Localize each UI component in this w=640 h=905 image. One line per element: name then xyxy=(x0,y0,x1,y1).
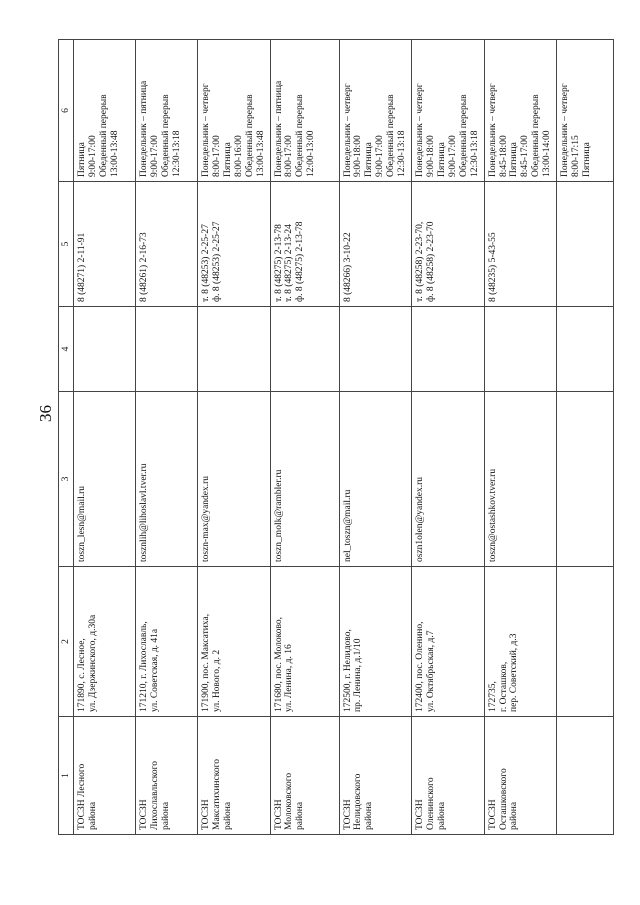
hours-cell xyxy=(74,40,136,182)
header-row xyxy=(59,40,74,835)
address-cell xyxy=(484,567,557,717)
cell-line: 172400, пос. Оленино, xyxy=(415,621,426,712)
cell-line: ф. 8 (48275) 2-13-78 xyxy=(295,221,306,302)
email-cell xyxy=(74,392,136,567)
header-cell-4: 4 xyxy=(59,307,74,392)
header-cell-6: 6 xyxy=(59,40,74,182)
table-body xyxy=(74,40,614,835)
cell-line: ТОСЗН xyxy=(415,799,426,830)
phone-cell xyxy=(136,182,198,307)
cell-line: 171900, пос. Максатиха, xyxy=(201,613,211,712)
cell-line: 8:45-17:00 xyxy=(520,135,531,177)
office-name-cell xyxy=(270,717,339,835)
hours-cell xyxy=(136,40,198,182)
cell-line: tosznlih@lihoslavl.tver.ru xyxy=(139,463,149,562)
cell-line: ф. 8 (48253) 2-25-27 xyxy=(211,221,222,302)
cell-line: Обеденный перерыв xyxy=(295,94,306,177)
email-cell xyxy=(198,392,271,567)
cell-line: ТОСЗН xyxy=(487,799,498,830)
cell-line: района xyxy=(160,801,171,830)
table-row xyxy=(198,40,271,835)
cell-line: ул. Октябрьская, д.7 xyxy=(425,630,436,712)
cell-line: ТОСЗН Лесного xyxy=(77,763,87,830)
cell-line: Пятница xyxy=(581,142,592,177)
cell-line: Максатихинского xyxy=(211,758,222,830)
cell-line: 8:00-16:00 xyxy=(233,135,244,177)
blank-cell xyxy=(270,307,339,392)
cell-line: т. 8 (48258) 2-23-70, xyxy=(415,221,426,302)
cell-line: toszn_molk@rambler.ru xyxy=(273,469,284,562)
cell-line: г. Осташков, xyxy=(498,661,509,712)
address-cell xyxy=(412,567,485,717)
cell-line: 172735, xyxy=(487,681,498,712)
cell-line: Осташковского xyxy=(498,768,509,830)
cell-line: Пятница xyxy=(436,142,447,177)
address-cell xyxy=(339,567,412,717)
cell-line: т. 8 (48253) 2-25-27 xyxy=(201,224,211,302)
blank-cell xyxy=(198,307,271,392)
cell-line: Нелидовского xyxy=(353,773,364,830)
blank-cell xyxy=(412,307,485,392)
cell-line: 9:00-17:00 xyxy=(149,135,160,177)
table-row xyxy=(484,40,557,835)
offices-table xyxy=(58,39,614,835)
cell-line: 171210, г. Лихославль, xyxy=(139,621,149,712)
hours-cell xyxy=(412,40,485,182)
cell-line: пр. Ленина, д.1/10 xyxy=(353,638,364,712)
hours-cell xyxy=(339,40,412,182)
address-cell xyxy=(557,567,614,717)
office-name-cell xyxy=(136,717,198,835)
table-row xyxy=(136,40,198,835)
cell-line: 13:00-13:48 xyxy=(255,130,266,177)
phone-cell xyxy=(74,182,136,307)
office-name-cell xyxy=(484,717,557,835)
cell-line: Обеденный перерыв xyxy=(244,94,255,177)
email-cell xyxy=(412,392,485,567)
cell-line: района xyxy=(364,801,375,830)
header-cell-3: 3 xyxy=(59,392,74,567)
office-name-cell xyxy=(557,717,614,835)
email-cell xyxy=(557,392,614,567)
cell-line: Понедельник – четверг xyxy=(487,83,498,177)
cell-line: Пятница xyxy=(509,142,520,177)
cell-line: района xyxy=(436,801,447,830)
rotated-table-frame xyxy=(58,40,612,835)
cell-line: т. 8 (48275) 2-13-78 xyxy=(273,224,284,302)
header-cell-5: 5 xyxy=(59,182,74,307)
cell-line: 172500, г. Нелидово, xyxy=(342,629,353,712)
email-cell xyxy=(339,392,412,567)
office-name-cell xyxy=(74,717,136,835)
table-row xyxy=(270,40,339,835)
cell-line: Оленинского xyxy=(425,777,436,830)
cell-line: 8:00-17:00 xyxy=(284,135,295,177)
cell-line: 171890, с. Лесное, xyxy=(77,638,87,712)
cell-line: Понедельник – четверг xyxy=(560,83,571,177)
page-number: 36 xyxy=(36,405,55,422)
cell-line: 8 (48235) 5-43-55 xyxy=(487,232,498,302)
blank-cell xyxy=(557,307,614,392)
cell-line: ф. 8 (48258) 2-23-70 xyxy=(425,221,436,302)
phone-cell xyxy=(484,182,557,307)
cell-line: Понедельник – пятница xyxy=(139,80,149,177)
cell-line: toszn@ostashkov.tver.ru xyxy=(487,468,498,562)
address-cell xyxy=(198,567,271,717)
cell-line: пер. Советский, д.3 xyxy=(509,633,520,712)
cell-line: района xyxy=(222,801,233,830)
cell-line: 8 (48266) 3-10-22 xyxy=(342,232,353,302)
cell-line: района xyxy=(509,801,520,830)
cell-line: ул. Ленина, д. 16 xyxy=(284,644,295,712)
hours-cell xyxy=(484,40,557,182)
hours-cell xyxy=(270,40,339,182)
cell-line: Лихославльского xyxy=(149,760,160,830)
cell-line: 9:00-17:00 xyxy=(447,135,458,177)
office-name-cell xyxy=(412,717,485,835)
blank-cell xyxy=(136,307,198,392)
cell-line: района xyxy=(87,801,98,830)
office-name-cell xyxy=(198,717,271,835)
cell-line: ТОСЗН xyxy=(139,799,149,830)
cell-line: Пятница xyxy=(77,142,87,177)
hours-cell xyxy=(557,40,614,182)
cell-line: ТОСЗН xyxy=(201,799,211,830)
cell-line: Обеденный перерыв xyxy=(98,94,109,177)
email-cell xyxy=(136,392,198,567)
cell-line: Молоковского xyxy=(284,772,295,830)
cell-line: 12:00-13:00 xyxy=(306,130,317,177)
cell-line: Пятница xyxy=(364,142,375,177)
cell-line: Обеденный перерыв xyxy=(458,94,469,177)
table-row xyxy=(339,40,412,835)
cell-line: Обеденный перерыв xyxy=(386,94,397,177)
phone-cell xyxy=(198,182,271,307)
table-row xyxy=(74,40,136,835)
cell-line: ул. Советская, д. 41а xyxy=(149,628,160,712)
cell-line: Обеденный перерыв xyxy=(160,94,171,177)
cell-line: Обеденный перерыв xyxy=(531,94,542,177)
cell-line: 12:30-13:18 xyxy=(397,130,408,177)
cell-line: 8:00-17:00 xyxy=(211,135,222,177)
address-cell xyxy=(74,567,136,717)
cell-line: toszn_lesn@mail.ru xyxy=(77,485,87,562)
phone-cell xyxy=(412,182,485,307)
cell-line: ТОСЗН xyxy=(273,799,284,830)
header-cell-2: 2 xyxy=(59,567,74,717)
cell-line: района xyxy=(295,801,306,830)
office-name-cell xyxy=(339,717,412,835)
phone-cell xyxy=(270,182,339,307)
cell-line: т. 8 (48275) 2-13-24 xyxy=(284,224,295,302)
blank-cell xyxy=(484,307,557,392)
table-row xyxy=(557,40,614,835)
cell-line: ТОСЗН xyxy=(342,799,353,830)
cell-line: Понедельник – четверг xyxy=(342,83,353,177)
cell-line: 9:00-17:00 xyxy=(87,135,98,177)
cell-line: 9:00-17:00 xyxy=(375,135,386,177)
cell-line: 8:00-17:15 xyxy=(571,135,582,177)
email-cell xyxy=(270,392,339,567)
cell-line: Понедельник – четверг xyxy=(415,83,426,177)
header-cell-1: 1 xyxy=(59,717,74,835)
cell-line: ул. Дзержинского, д.30а xyxy=(87,614,98,712)
blank-cell xyxy=(74,307,136,392)
phone-cell xyxy=(339,182,412,307)
cell-line: 8:45-18:00 xyxy=(498,135,509,177)
document-table-container xyxy=(58,40,612,835)
cell-line: 8 (48261) 2-16-73 xyxy=(139,232,149,302)
cell-line: 8 (48271) 2-11-91 xyxy=(77,232,87,302)
cell-line: toszn-max@yandex.ru xyxy=(201,475,211,562)
cell-line: Пятница xyxy=(222,142,233,177)
cell-line: 171680, пос. Молоково, xyxy=(273,616,284,712)
blank-cell xyxy=(339,307,412,392)
cell-line: 12:30-13:18 xyxy=(171,130,182,177)
address-cell xyxy=(270,567,339,717)
hours-cell xyxy=(198,40,271,182)
table-row xyxy=(412,40,485,835)
cell-line: 13:00-14:00 xyxy=(542,130,553,177)
cell-line: 13:00-13:48 xyxy=(109,130,120,177)
phone-cell xyxy=(557,182,614,307)
cell-line: 9:00-18:00 xyxy=(353,135,364,177)
cell-line: Понедельник – пятница xyxy=(273,80,284,177)
cell-line: oszn1olen@yandex.ru xyxy=(415,477,426,562)
address-cell xyxy=(136,567,198,717)
cell-line: 9:00-18:00 xyxy=(425,135,436,177)
cell-line: ул. Нового, д. 2 xyxy=(211,649,222,712)
cell-line: nel_toszn@mail.ru xyxy=(342,489,353,562)
cell-line: 12:30-13:18 xyxy=(469,130,480,177)
cell-line: Понедельник – четверг xyxy=(201,83,211,177)
email-cell xyxy=(484,392,557,567)
